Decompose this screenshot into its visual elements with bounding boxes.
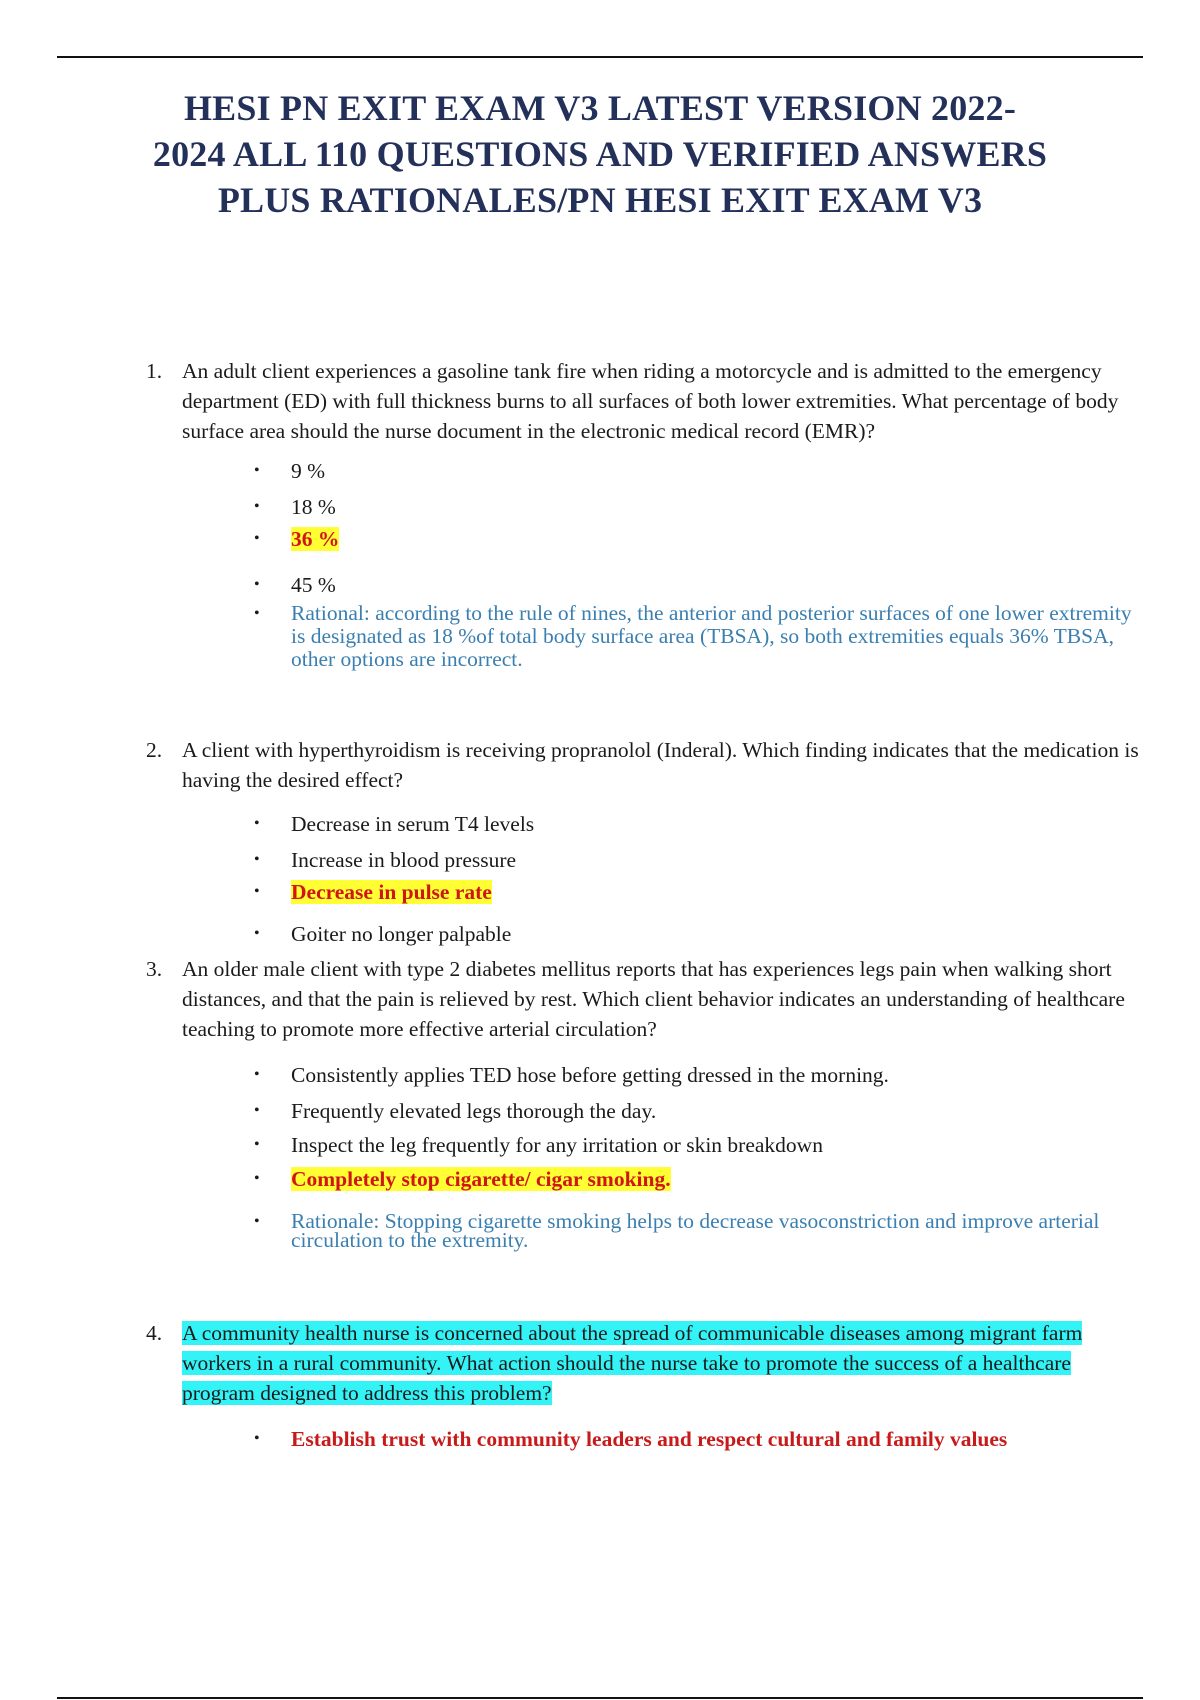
rationale-text: Rationale: Stopping cigarette smoking helps to decrease vasoconstriction and improve arterial circulation to the extremity. [291,1209,1100,1252]
option-item-correct [146,879,1146,905]
question-1-stem [146,356,1146,446]
option-item [146,1098,1146,1124]
option-item [146,1062,1146,1088]
option-item-correct [146,1166,1146,1192]
bullet-icon: • [254,1170,260,1187]
bullet-icon: • [254,576,260,593]
rationale-item [146,602,1146,671]
bullet-icon: • [254,1213,260,1230]
correct-answer: Decrease in pulse rate [291,880,492,904]
rationale-item [146,1209,1146,1252]
question-3 [146,954,1146,1250]
bullet-icon: • [254,1430,260,1447]
option-text: 18 % [291,495,336,519]
bullet-icon: • [254,925,260,942]
bullet-icon: • [254,883,260,900]
answer-options [146,458,1146,671]
option-text: Decrease in serum T4 levels [291,812,535,836]
question-4-stem [146,1318,1146,1408]
option-text: Increase in blood pressure [291,848,517,872]
question-4 [146,1318,1146,1454]
bullet-icon: • [254,1102,260,1119]
option-text: Consistently applies TED hose before getting dressed in the morning. [291,1063,889,1087]
answer-options [146,811,1146,947]
bullet-icon: • [254,1136,260,1153]
question-number: 4. [146,1321,163,1345]
correct-answer: Establish trust with community leaders and respect cultural and family values [291,1427,1008,1451]
option-item [146,458,1146,484]
bottom-divider [57,1697,1143,1699]
question-number: 3. [146,957,163,981]
bullet-icon: • [254,462,260,479]
option-item-correct [146,1424,1146,1454]
bullet-icon: • [254,1066,260,1083]
correct-answer: Completely stop cigarette/ cigar smoking. [291,1167,671,1191]
question-text: An older male client with type 2 diabetes mellitus reports that has experiences legs pain when walking short distances, and that the pain is relieved by rest. Which client behavior indicates an understanding of healthcare teaching to promote more effective arterial circulation? [182,957,1125,1041]
option-text: Goiter no longer palpable [291,922,512,946]
option-item [146,572,1146,598]
correct-answer: 36 % [291,527,340,551]
option-text: Frequently elevated legs thorough the day. [291,1099,657,1123]
document-title: HESI PN EXIT EXAM V3 LATEST VERSION 2022-2024 ALL 110 QUESTIONS AND VERIFIED ANSWERS PLUS RATIONALES/PN HESI EXIT EXAM V3 [152,88,1048,220]
question-3-stem [146,954,1146,1044]
option-item [146,921,1146,947]
rationale-text: Rational: according to the rule of nines, the anterior and posterior surfaces of one lower extremity is designated as 18 %of total body surface area (TBSA), so both extremities equals 36% TBSA, other options are incorrect. [291,601,1132,671]
question-2 [146,735,1146,947]
option-item [146,847,1146,873]
answer-options [146,1062,1146,1250]
question-text-highlighted: A community health nurse is concerned about the spread of communicable diseases among migrant farm workers in a rural community. What action should the nurse take to promote the success of a healthcare program designed to address this problem? [182,1321,1083,1405]
bullet-icon: • [254,605,260,622]
option-item [146,494,1146,520]
top-divider [57,56,1143,58]
question-2-stem [146,735,1146,795]
option-item [146,1132,1146,1158]
bullet-icon: • [254,498,260,515]
option-text: 9 % [291,459,326,483]
question-text: A client with hyperthyroidism is receiving propranolol (Inderal). Which finding indicates that the medication is having the desired effect? [182,738,1139,792]
bullet-icon: • [254,530,260,547]
option-item-correct [146,526,1146,552]
option-text: 45 % [291,573,336,597]
option-text: Inspect the leg frequently for any irritation or skin breakdown [291,1133,823,1157]
question-1 [146,356,1146,671]
bullet-icon: • [254,851,260,868]
question-text: An adult client experiences a gasoline tank fire when riding a motorcycle and is admitted to the emergency department (ED) with full thickness burns to all surfaces of both lower extremities. What percentage of body surface area should the nurse document in the electronic medical record (EMR)? [182,359,1119,443]
answer-options [146,1424,1146,1454]
bullet-icon: • [254,815,260,832]
question-number: 2. [146,738,163,762]
option-item [146,811,1146,837]
question-number: 1. [146,359,163,383]
